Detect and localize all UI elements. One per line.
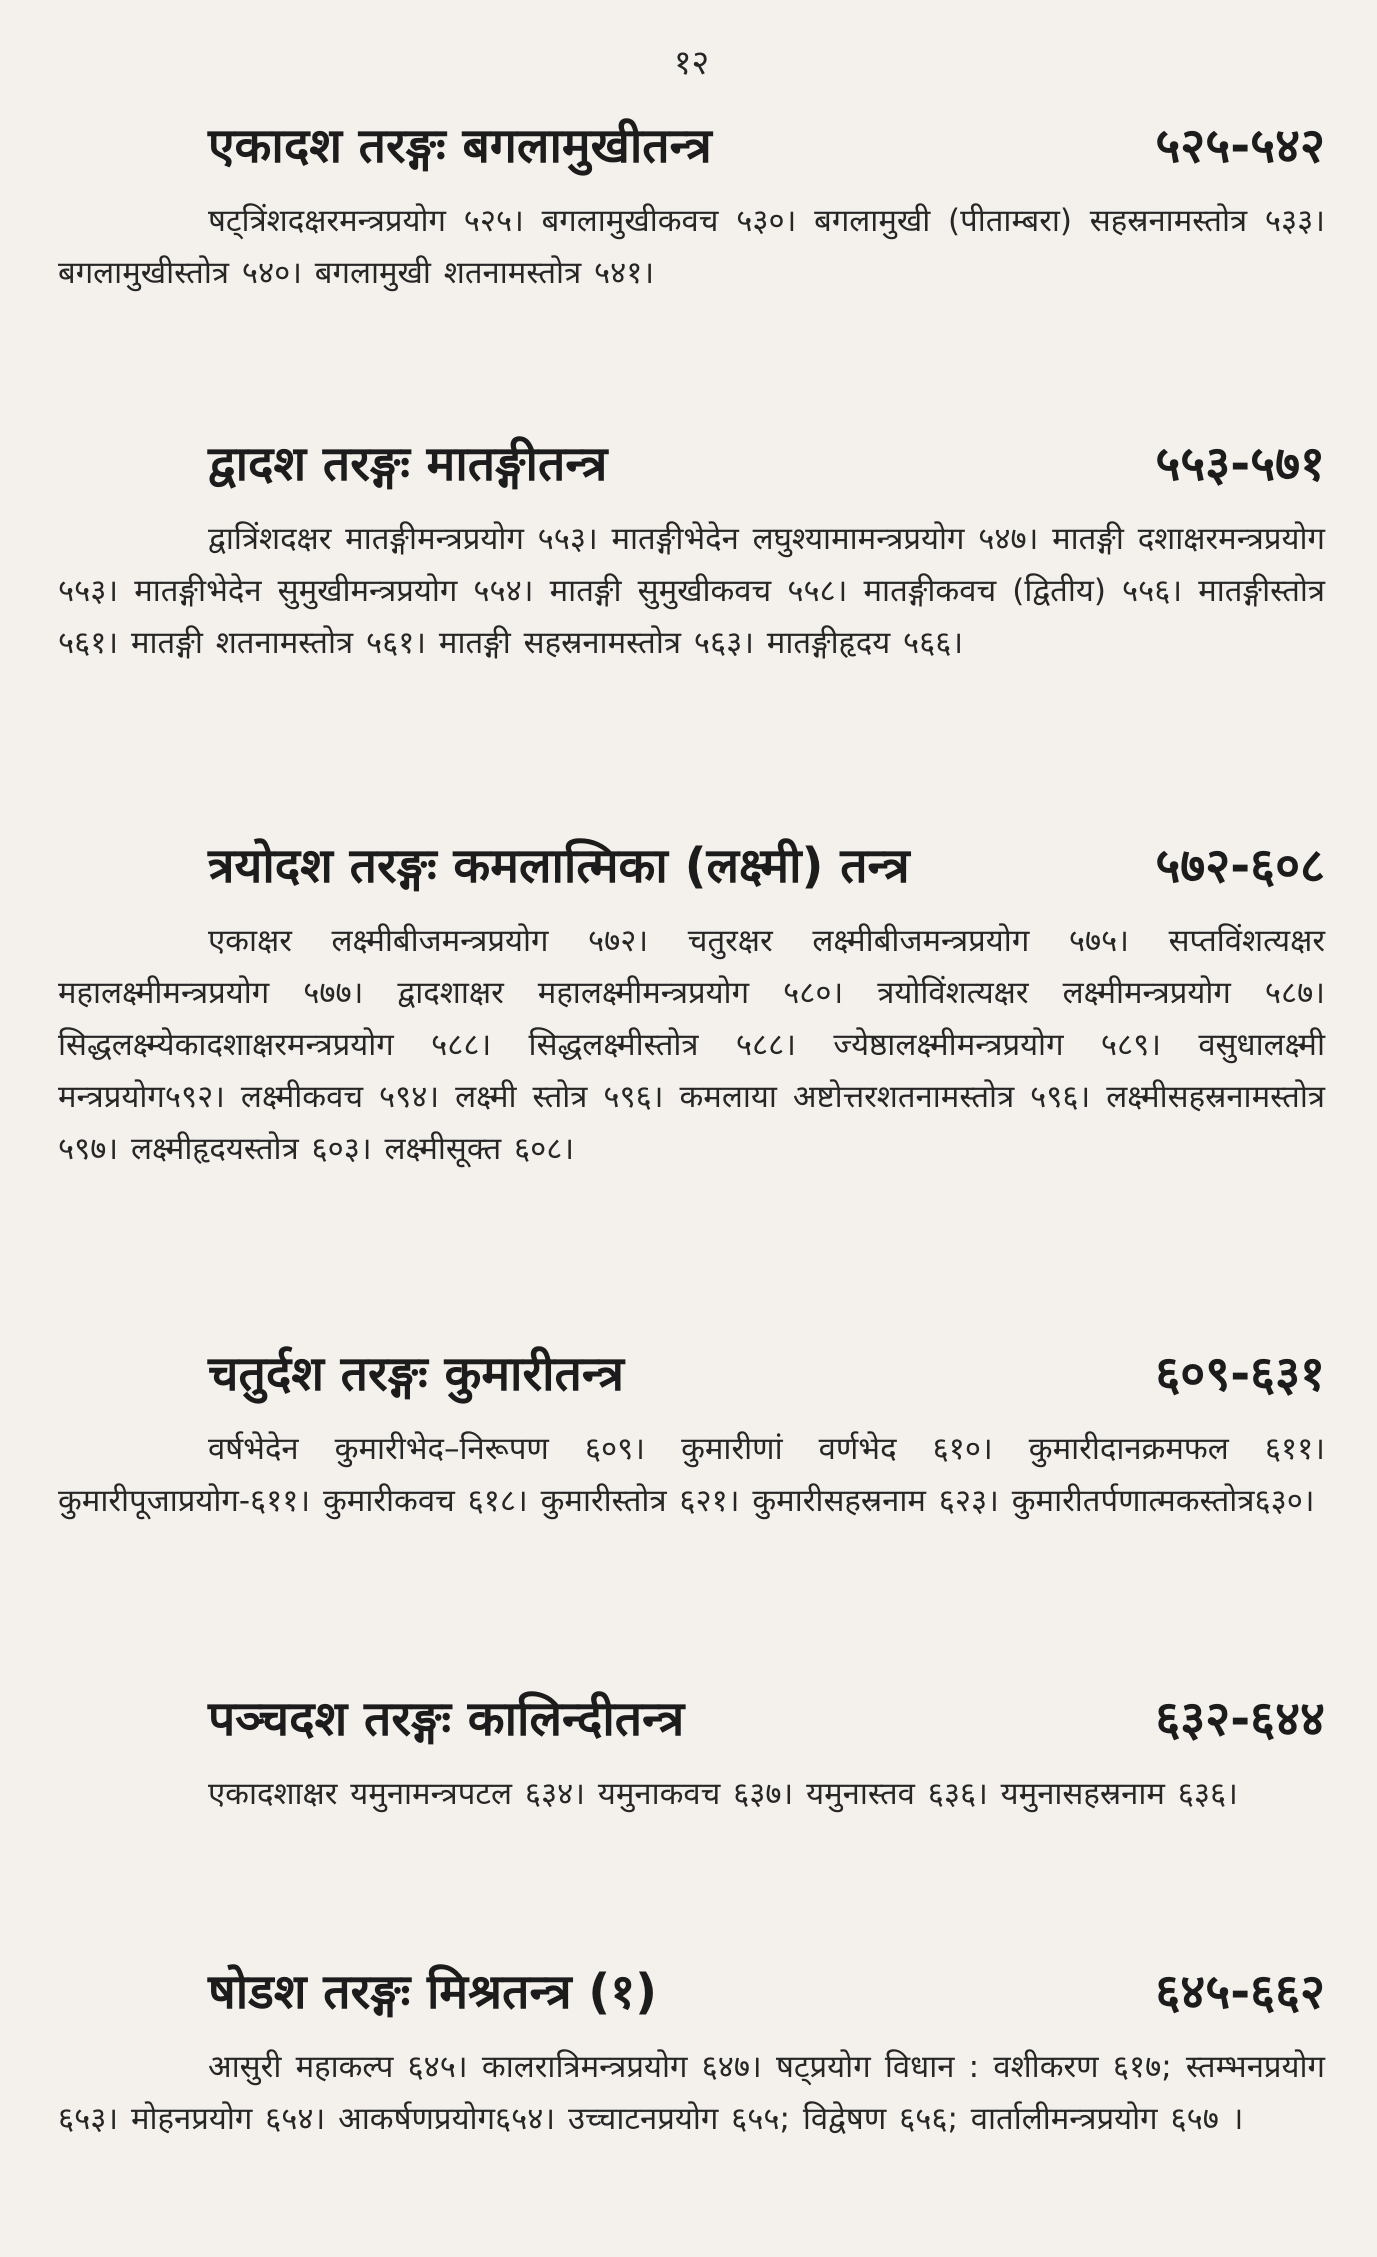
section-ekadash <box>58 112 1325 299</box>
section-title: त्रयोदश तरङ्गः कमलात्मिका (लक्ष्मी) तन्त्र <box>208 838 910 894</box>
section-page-range: ६४५-६६२ <box>1155 1964 1325 2020</box>
section-contents: आसुरी महाकल्प ६४५। कालरात्रिमन्त्रप्रयोग ६४७। षट्प्रयोग विधान : वशीकरण ६१७; स्तम्भनप्रयोग ६५३। मोहनप्रयोग ६५४। आकर्षणप्रयोग६५४। उच्चाटनप्रयोग ६५५; विद्वेषण ६५६; वार्तालीमन्त्रप्रयोग ६५७ । <box>58 2049 1325 2137</box>
section-title: पञ्चदश तरङ्गः कालिन्दीतन्त्र <box>208 1691 685 1747</box>
section-contents: षट्त्रिंशदक्षरमन्त्रप्रयोग ५२५। बगलामुखीकवच ५३०। बगलामुखी (पीताम्बरा) सहस्रनामस्तोत्र ५३३। बगलामुखीस्तोत्र ५४०। बगलामुखी शतनामस्तोत्र ५४१। <box>58 203 1325 291</box>
section-shodash <box>58 1958 1325 2145</box>
section-dvadash <box>58 430 1325 669</box>
section-contents: एकाक्षर लक्ष्मीबीजमन्त्रप्रयोग ५७२। चतुरक्षर लक्ष्मीबीजमन्त्रप्रयोग ५७५। सप्तविंशत्यक्षर महालक्ष्मीमन्त्रप्रयोग ५७७। द्वादशाक्षर महालक्ष्मीमन्त्रप्रयोग ५८०। त्रयोविंशत्यक्षर लक्ष्मीमन्त्रप्रयोग ५८७। सिद्धलक्ष्म्येकादशाक्षरमन्त्रप्रयोग ५८८। सिद्धलक्ष्मीस्तोत्र ५८८। ज्येष्ठालक्ष्मीमन्त्रप्रयोग ५८९। वसुधालक्ष्मी मन्त्रप्रयोग५९२। लक्ष्मीकवच ५९४। लक्ष्मी स्तोत्र ५९६। कमलाया अष्टोत्तरशतनामस्तोत्र ५९६। लक्ष्मीसहस्रनामस्तोत्र ५९७। लक्ष्मीहृदयस्तोत्र ६०३। लक्ष्मीसूक्त ६०८। <box>58 923 1325 1167</box>
section-title: षोडश तरङ्गः मिश्रतन्त्र (१) <box>208 1964 658 2020</box>
section-contents: द्वात्रिंशदक्षर मातङ्गीमन्त्रप्रयोग ५५३। मातङ्गीभेदेन लघुश्यामामन्त्रप्रयोग ५४७। मातङ्गी दशाक्षरमन्त्रप्रयोग ५५३। मातङ्गीभेदेन सुमुखीमन्त्रप्रयोग ५५४। मातङ्गी सुमुखीकवच ५५८। मातङ्गीकवच (द्वितीय) ५५६। मातङ्गीस्तोत्र ५६१। मातङ्गी शतनामस्तोत्र ५६१। मातङ्गी सहस्रनामस्तोत्र ५६३। मातङ्गीहृदय ५६६। <box>58 521 1325 661</box>
section-contents: वर्षभेदेन कुमारीभेद–निरूपण ६०९। कुमारीणां वर्णभेद ६१०। कुमारीदानक्रमफल ६११। कुमारीपूजाप्रयोग-६११। कुमारीकवच ६१८। कुमारीस्तोत्र ६२१। कुमारीसहस्रनाम ६२३। कुमारीतर्पणात्मकस्तोत्र६३०। <box>58 1431 1325 1519</box>
section-page-range: ५२५-५४२ <box>1155 118 1325 174</box>
section-title: चतुर्दश तरङ्गः कुमारीतन्त्र <box>208 1346 624 1402</box>
section-page-range: ६३२-६४४ <box>1155 1691 1325 1747</box>
section-page-range: ५५३-५७१ <box>1155 436 1325 492</box>
section-trayodash <box>58 832 1325 1175</box>
section-title: द्वादश तरङ्गः मातङ्गीतन्त्र <box>208 436 608 492</box>
section-contents: एकादशाक्षर यमुनामन्त्रपटल ६३४। यमुनाकवच ६३७। यमुनास्तव ६३६। यमुनासहस्रनाम ६३६। <box>208 1776 1238 1812</box>
section-page-range: ५७२-६०८ <box>1155 838 1325 894</box>
section-heading <box>58 1958 1325 2023</box>
section-title: एकादश तरङ्गः बगलामुखीतन्त्र <box>208 118 712 174</box>
section-heading <box>58 1340 1325 1405</box>
section-heading <box>58 1685 1325 1750</box>
section-heading <box>58 112 1325 177</box>
section-panchadash <box>58 1685 1325 1820</box>
section-heading <box>58 832 1325 897</box>
section-heading <box>58 430 1325 495</box>
section-page-range: ६०९-६३१ <box>1155 1346 1325 1402</box>
page-number: १२ <box>673 43 710 83</box>
section-chaturdash <box>58 1340 1325 1527</box>
